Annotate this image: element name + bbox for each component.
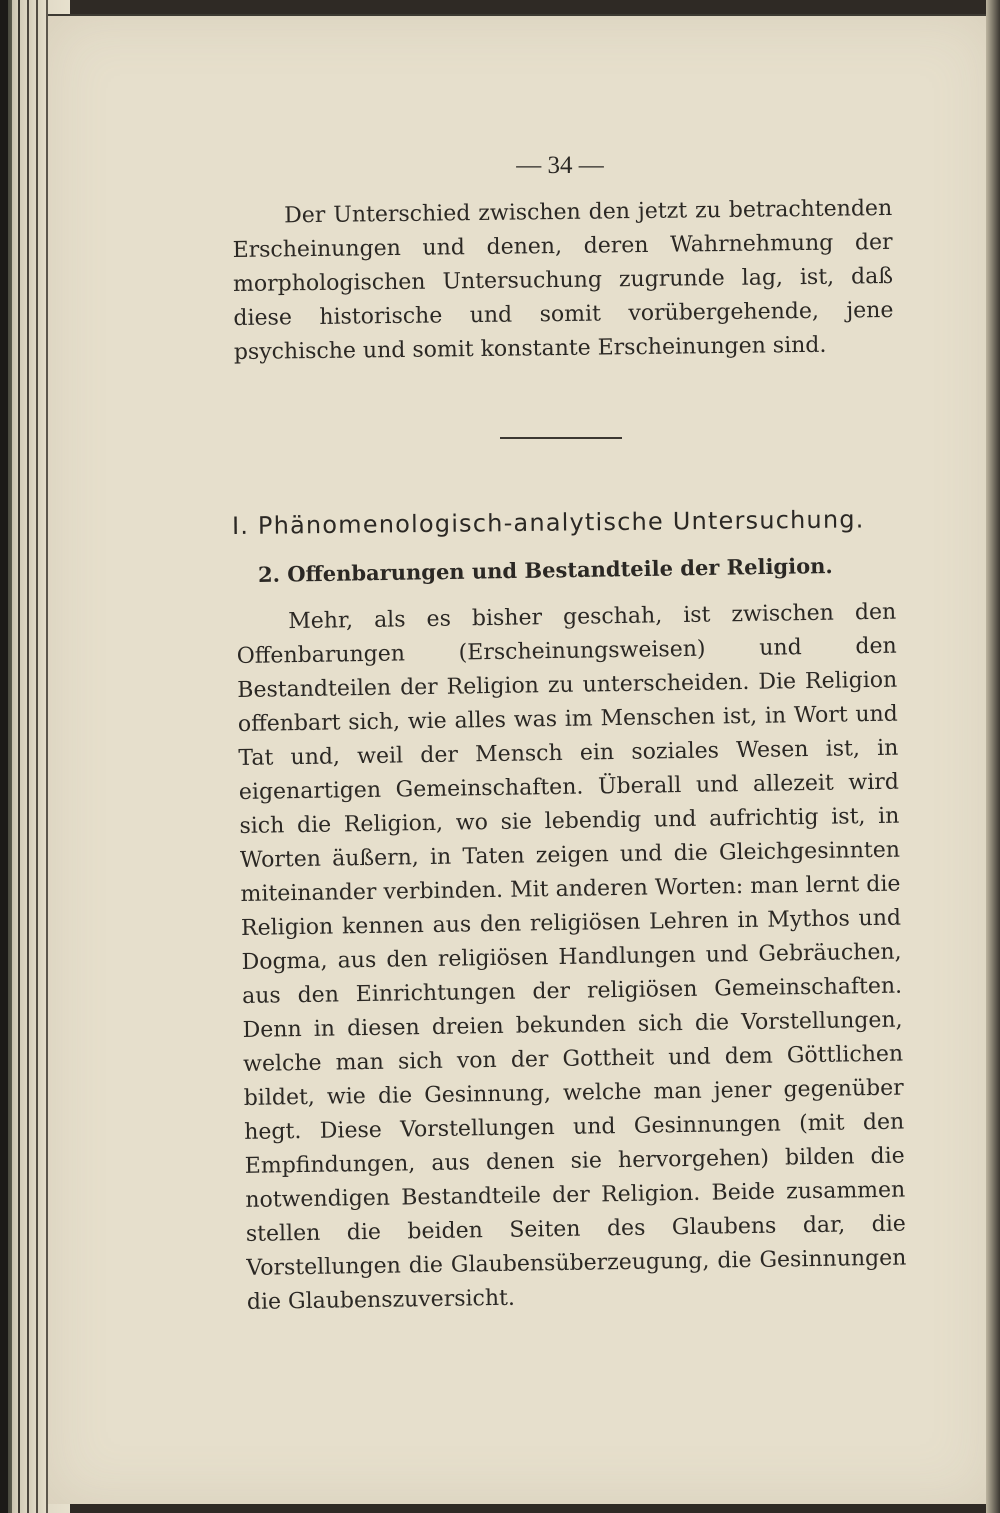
intro-paragraph-text: Der Unterschied zwischen den jetzt zu betrachtenden Erscheinungen und denen, deren Wahrnehmung der morphologischen Untersuchung zugrunde lag, ist, daß diese historische und somit vorübergehende, jene psychische und somit konstante Erscheinungen sind. <box>232 195 894 365</box>
section-title: I. Phänomenologisch-analytische Untersuchung. <box>231 505 865 540</box>
separator-rule <box>500 437 622 439</box>
page-right-edge <box>986 0 1000 1513</box>
main-paragraph-block <box>236 596 907 1320</box>
intro-paragraph <box>232 192 894 370</box>
subsection-title: 2. Offenbarungen und Bestandteile der Religion. <box>257 552 833 587</box>
main-paragraph-text: Mehr, als es bisher geschah, ist zwischen den Offenbarungen (Erscheinungsweisen) und den Bestandteilen der Religion zu unterscheiden. Die Religion offenbart sich, wie alles was im Menschen ist, in Wort und Tat und, weil der Mensch ein soziales Wesen ist, in eigenartigen Gemeinschaften. Überall und allezeit wird sich die Religion, wo sie lebendig und aufrichtig ist, in Worten äußern, in Taten zeigen und die Gleichgesinnten miteinander verbinden. Mit anderen Worten: man lernt die Religion kennen aus den religiösen Lehren in Mythos und Dogma, aus den religiösen Handlungen und Gebräuchen, aus den Einrichtungen der religiösen Gemeinschaften. Denn in diesen dreien bekunden sich die Vorstellungen, welche man sich von der Gottheit und dem Göttlichen bildet, wie die Gesinnung, welche man jener gegenüber hegt. Diese Vorstellungen und Gesinnungen (mit den Empfindungen, aus denen sie hervorgehen) bilden die notwendigen Bestandteile der Religion. Beide zusammen stellen die beiden Seiten des Glaubens dar, die Vorstellungen die Glaubensüberzeugung, die Gesinnungen die Glaubenszuversicht. <box>236 599 907 1315</box>
main-paragraph <box>236 596 907 1320</box>
page-number: — 34 — <box>516 152 604 179</box>
intro-paragraph-block <box>232 192 894 370</box>
